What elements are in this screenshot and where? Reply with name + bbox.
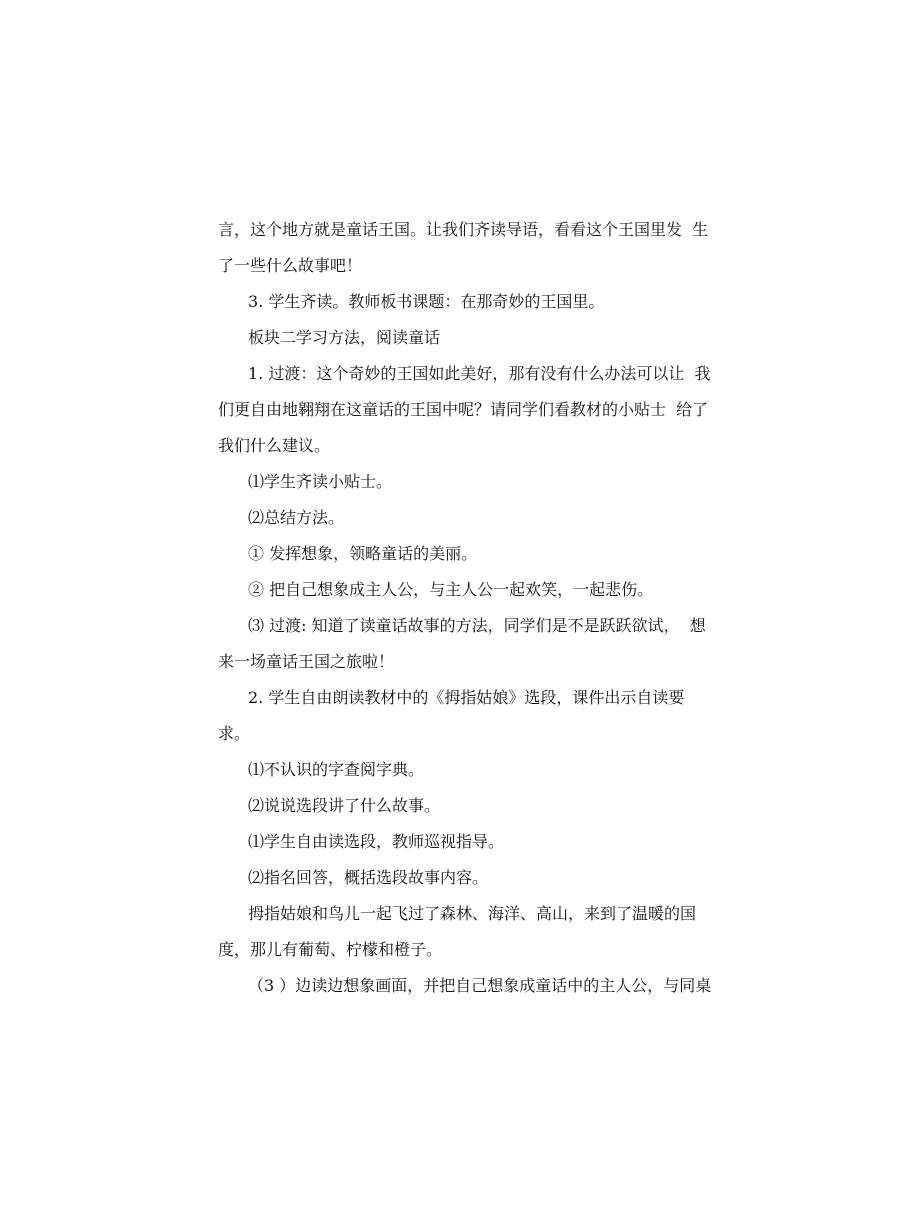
paragraph-14: ⑵指名回答，概括选段故事内容。: [248, 868, 489, 887]
paragraph-13: ⑴学生自由读选段，教师巡视指导。: [248, 832, 505, 851]
paragraph-1: 言，这个地方就是童话王国。让我们齐读导语，看看这个王国里发 生了一些什么故事吧！: [218, 220, 709, 275]
paragraph-15: 拇指姑娘和鸟儿一起飞过了森林、海洋、高山，来到了温暖的国度，那儿有葡萄、柠檬和橙子。: [218, 904, 697, 959]
paragraph-10: 2. 学生自由朗读教材中的《拇指姑娘》选段，课件出示自读要 求。: [218, 688, 695, 743]
paragraph-5: ⑴学生齐读小贴士。: [248, 472, 393, 491]
paragraph-6: ⑵总结方法。: [248, 508, 345, 527]
paragraph-11: ⑴不认识的字查阅字典。: [248, 760, 425, 779]
paragraph-2: 3. 学生齐读。教师板书课题：在那奇妙的王国里。: [248, 292, 605, 311]
paragraph-8: ② 把自己想象成主人公，与主人公一起欢笑，一起悲伤。: [248, 580, 654, 599]
document-body: [218, 212, 718, 1004]
paragraph-4: 1. 过渡：这个奇妙的王国如此美好，那有没有什么办法可以让 我们更自由地翱翔在这童话的王国中呢？请同学们看教材的小贴士 给了我们什么建议。: [218, 364, 711, 455]
paragraph-9: ⑶ 过渡: 知道了读童话故事的方法，同学们是不是跃跃欲试， 想来一场童话王国之旅啦！: [218, 616, 706, 671]
paragraph-12: ⑵说说选段讲了什么故事。: [248, 796, 441, 815]
paragraph-16: （3 ）边读边想象画面，并把自己想象成童话中的主人公，与同桌: [248, 976, 712, 995]
paragraph-7: ① 发挥想象，领略童话的美丽。: [248, 544, 478, 563]
paragraph-3: 板块二学习方法，阅读童话: [248, 328, 441, 347]
